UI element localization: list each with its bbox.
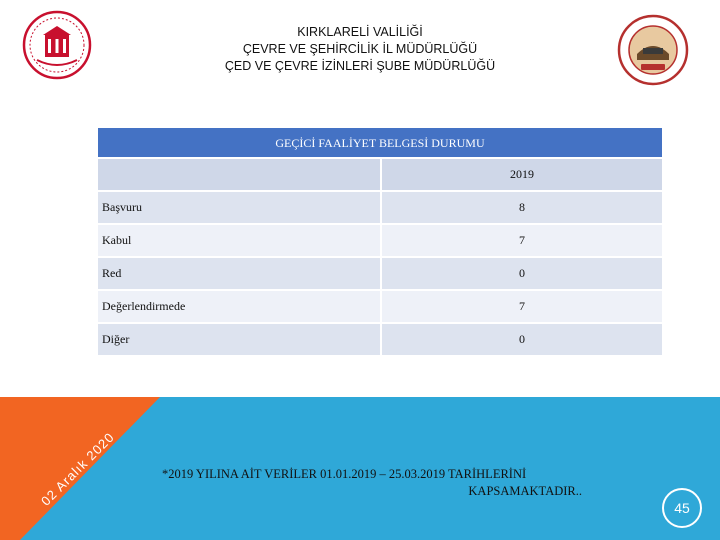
- row-value: 0: [382, 324, 662, 355]
- row-value: 7: [382, 291, 662, 322]
- row-label: Red: [98, 258, 382, 289]
- table-row: [98, 324, 662, 357]
- governorship-seal-icon: [617, 14, 689, 86]
- note-line-1: *2019 YILINA AİT VERİLER 01.01.2019 – 25.03.2019 TARİHLERİNİ: [162, 467, 527, 481]
- header-line-1: KIRKLARELİ VALİLİĞİ: [297, 25, 423, 39]
- row-value: 0: [382, 258, 662, 289]
- table-header-row: [98, 159, 662, 192]
- table-row: [98, 258, 662, 291]
- row-label: Diğer: [98, 324, 382, 355]
- row-label: Kabul: [98, 225, 382, 256]
- header-line-3: ÇED VE ÇEVRE İZİNLERİ ŞUBE MÜDÜRLÜĞÜ: [224, 59, 496, 73]
- ministry-logo-icon: [22, 10, 92, 80]
- table-header-empty: [98, 159, 382, 190]
- table-title: GEÇİCİ FAALİYET BELGESİ DURUMU: [98, 128, 662, 159]
- header-line-2: ÇEVRE VE ŞEHİRCİLİK İL MÜDÜRLÜĞÜ: [242, 42, 478, 56]
- table-row: [98, 225, 662, 258]
- table-row: [98, 192, 662, 225]
- row-label: Değerlendirmede: [98, 291, 382, 322]
- row-value: 7: [382, 225, 662, 256]
- row-label: Başvuru: [98, 192, 382, 223]
- footer-note: [162, 466, 592, 500]
- status-table: [98, 128, 662, 357]
- footer-date: 02 Aralık 2020: [38, 429, 118, 509]
- table-row: [98, 291, 662, 324]
- page-header: [160, 24, 560, 75]
- row-value: 8: [382, 192, 662, 223]
- note-line-2: KAPSAMAKTADIR..: [468, 484, 582, 498]
- page-number-badge: 45: [662, 488, 702, 528]
- table-column-header: 2019: [382, 159, 662, 190]
